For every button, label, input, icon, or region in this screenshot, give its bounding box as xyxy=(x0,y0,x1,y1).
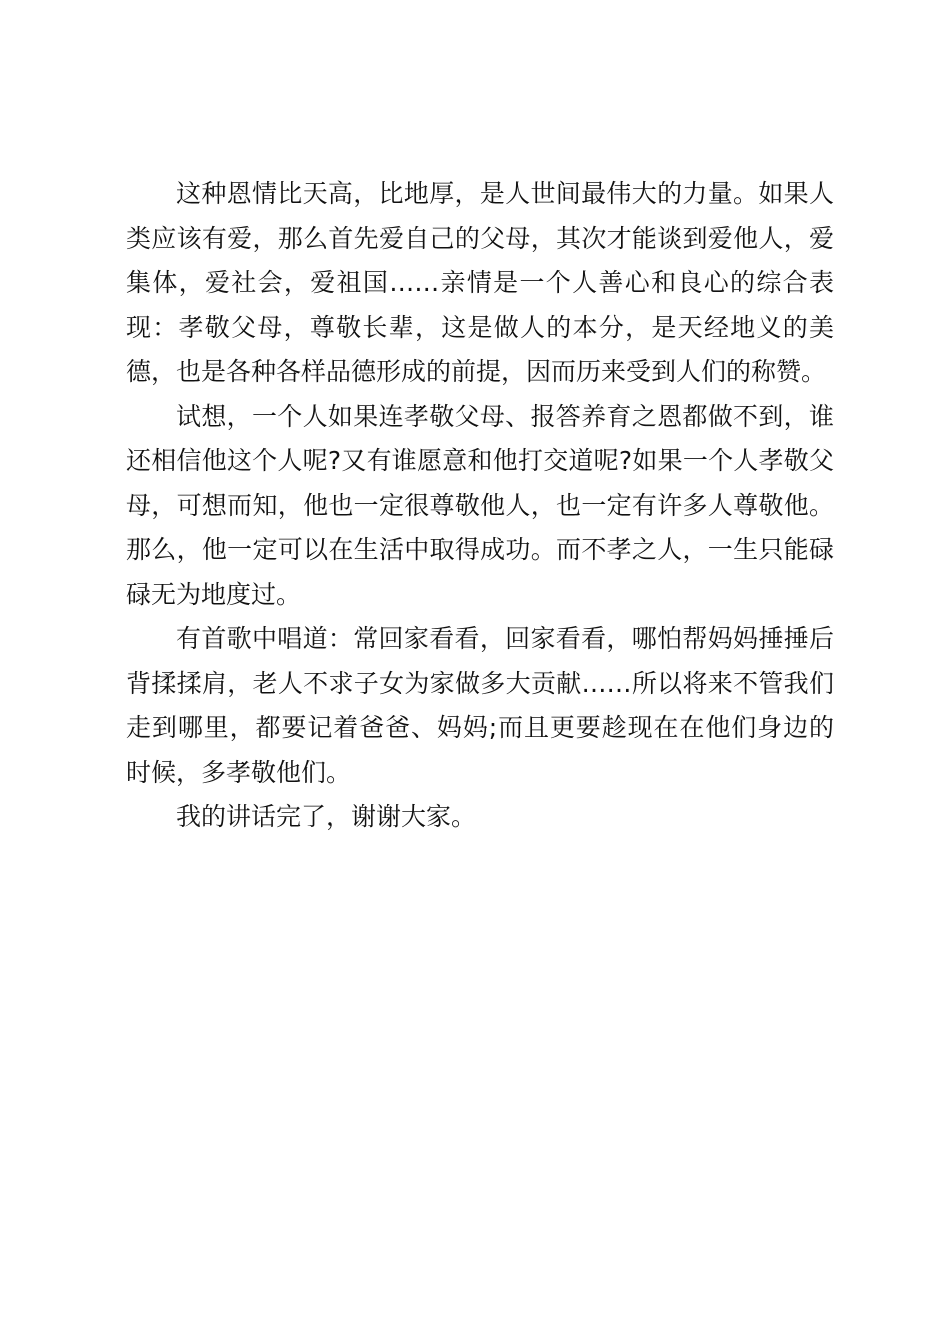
paragraph: 我的讲话完了，谢谢大家。 xyxy=(176,802,477,831)
paragraph: 这种恩情比天高，比地厚，是人世间最伟大的力量。如果人类应该有爱，那么首先爱自己的父母，其次才能谈到爱他人，爱集体，爱社会，爱祖国……亲情是一个人善心和良心的综合表现：孝敬父母，尊敬长辈，这是做人的本分，是天经地义的美德，也是各种各样品德形成的前提，因而历来受到人们的称赞。 xyxy=(126,179,834,386)
document-body xyxy=(126,172,834,840)
paragraph: 试想，一个人如果连孝敬父母、报答养育之恩都做不到，谁还相信他这个人呢?又有谁愿意和他打交道呢?如果一个人孝敬父母，可想而知，他也一定很尊敬他人，也一定有许多人尊敬他。那么，他一定可以在生活中取得成功。而不孝之人，一生只能碌碌无为地度过。 xyxy=(126,401,834,609)
paragraph: 有首歌中唱道：常回家看看，回家看看，哪怕帮妈妈捶捶后背揉揉肩，老人不求子女为家做多大贡献……所以将来不管我们走到哪里，都要记着爸爸、妈妈;而且更要趁现在在他们身边的时候，多孝敬他们。 xyxy=(126,624,834,787)
